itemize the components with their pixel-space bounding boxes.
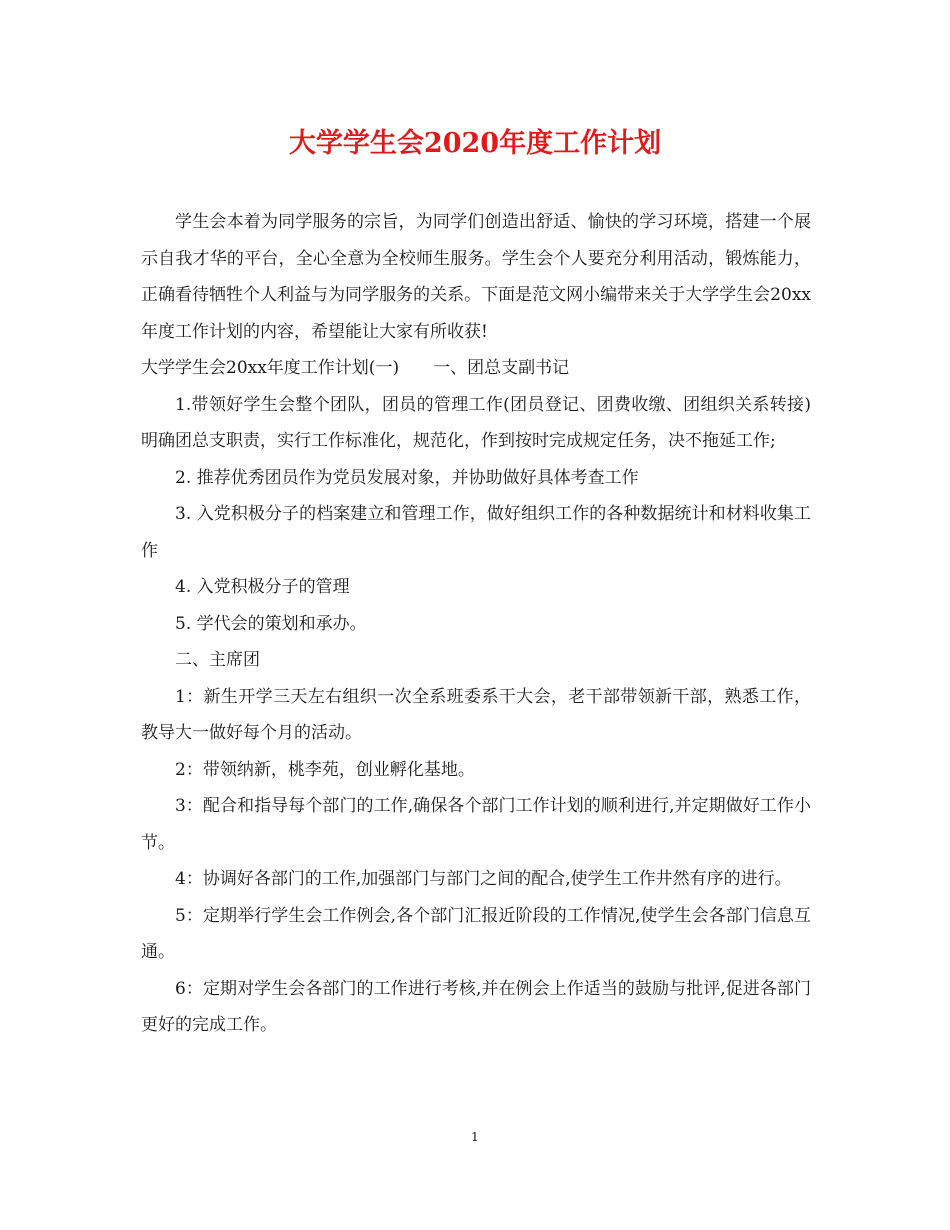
list-item: 5：定期举行学生会工作例会,各个部门汇报近阶段的工作情况,使学生会各部门信息互通。: [141, 905, 811, 962]
page-number: 1: [471, 1130, 479, 1144]
list-item: 1：新生开学三天左右组织一次全系班委系干大会，老干部带领新干部，熟悉工作，教导大一做好每个月的活动。: [141, 686, 811, 743]
list-item: 5. 学代会的策划和承办。: [175, 613, 367, 634]
section-heading: 大学学生会20xx年度工作计划(一) 一、团总支副书记: [141, 358, 570, 378]
intro-paragraph: 学生会本着为同学服务的宗旨，为同学们创造出舒适、愉快的学习环境，搭建一个展示自我才华的平台，全心全意为全校师生服务。学生会个人要充分利用活动，锻炼能力，正确看待牺牲个人利益与为同学服务的关系。下面是范文网小编带来关于大学学生会20xx年度工作计划的内容，希望能让大家有所收获!: [141, 212, 811, 342]
document-body: [141, 204, 811, 1044]
list-item: 3：配合和指导每个部门的工作,确保各个部门工作计划的顺利进行,并定期做好工作小节。: [141, 796, 811, 853]
list-item: 2. 推荐优秀团员作为党员发展对象，并协助做好具体考查工作: [175, 467, 639, 488]
list-item: 2：带领纳新，桃李苑，创业孵化基地。: [175, 759, 475, 780]
section-subheading: 二、主席团: [175, 650, 260, 670]
list-item: 3. 入党积极分子的档案建立和管理工作，做好组织工作的各种数据统计和材料收集工作: [141, 504, 811, 561]
page-title: 大学学生会2020年度工作计划: [288, 128, 662, 159]
list-item: 1.带领好学生会整个团队，团员的管理工作(团员登记、团费收缴、团组织关系转接)明确团总支职责，实行工作标准化，规范化，作到按时完成规定任务，决不拖延工作;: [141, 394, 811, 451]
list-item: 4：协调好各部门的工作,加强部门与部门之间的配合,使学生工作井然有序的进行。: [175, 869, 792, 889]
list-item: 4. 入党积极分子的管理: [175, 577, 350, 597]
list-item: 6：定期对学生会各部门的工作进行考核,并在例会上作适当的鼓励与批评,促进各部门更好的完成工作。: [141, 978, 811, 1035]
